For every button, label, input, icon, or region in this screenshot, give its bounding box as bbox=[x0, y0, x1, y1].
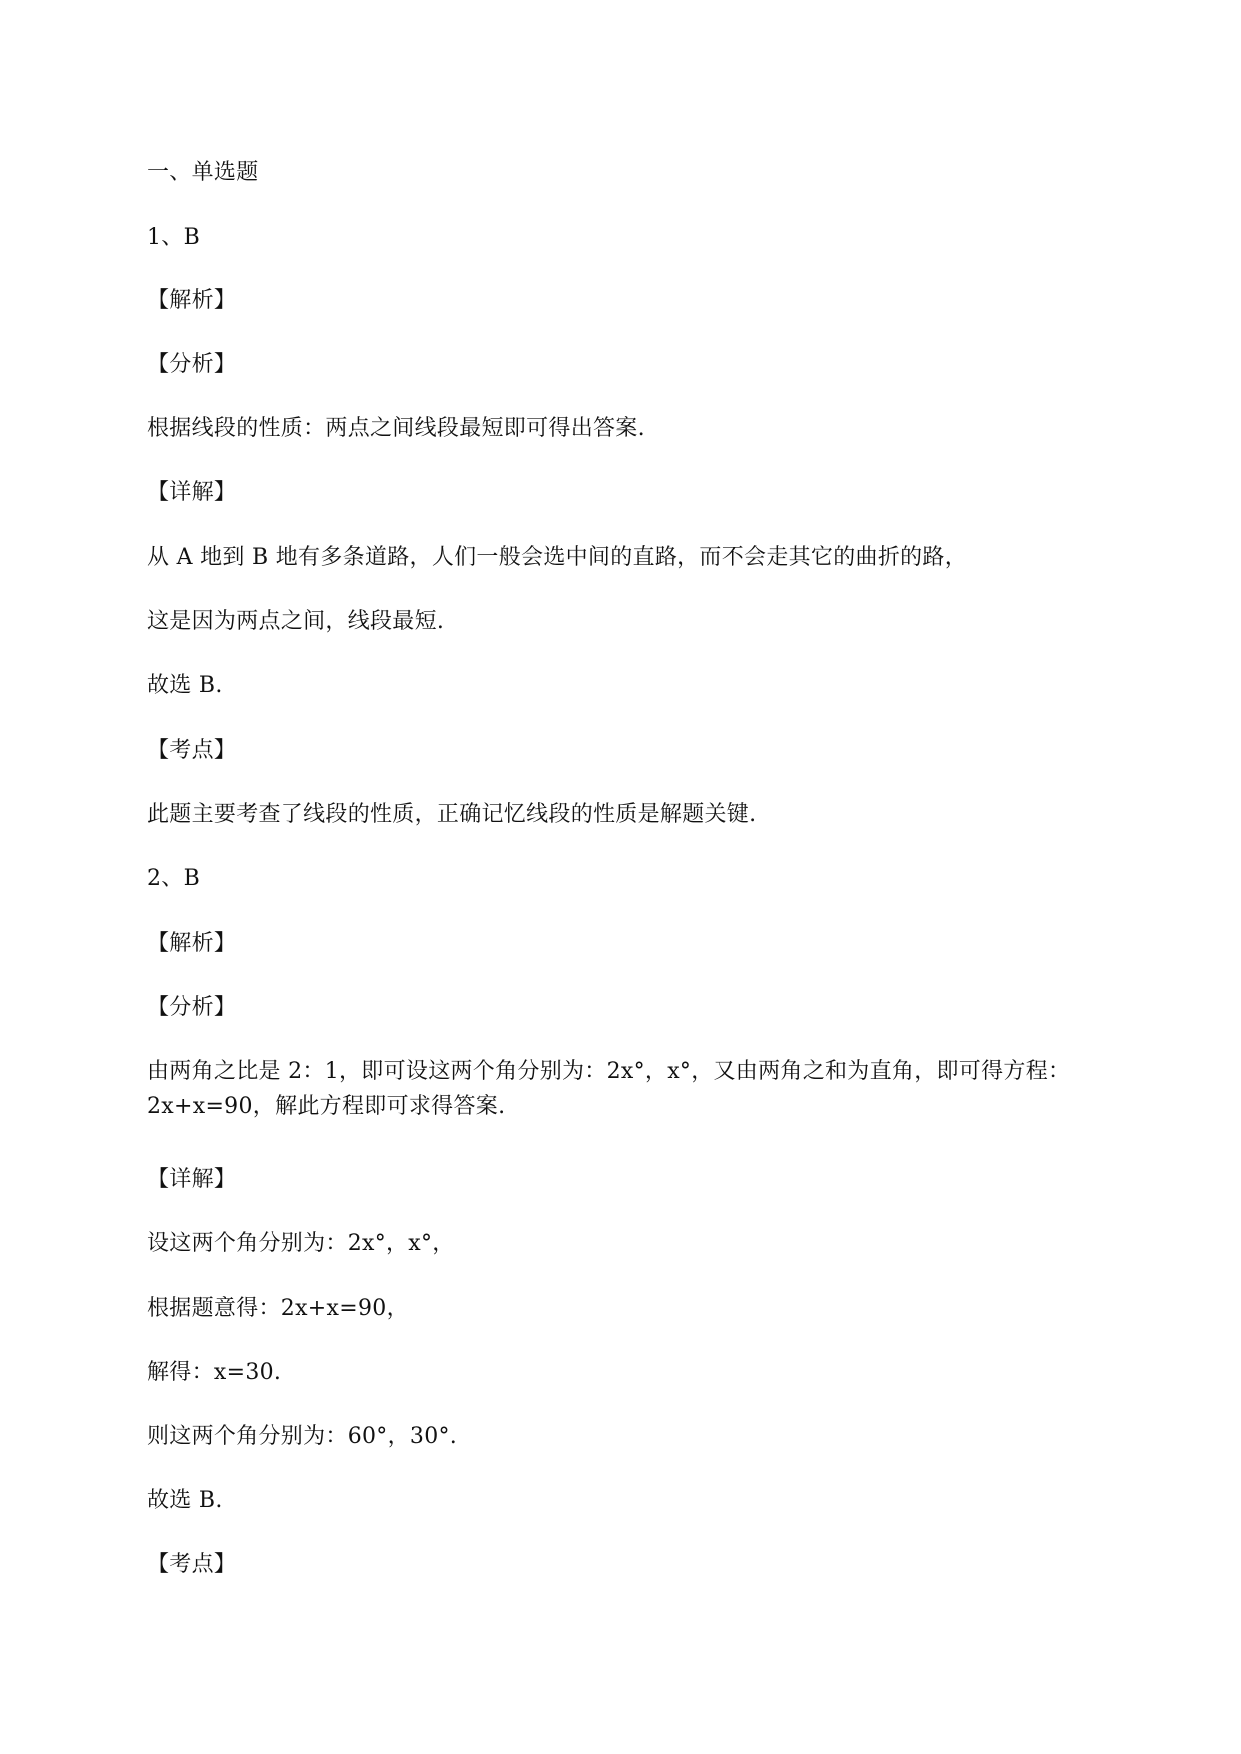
q2-detail-line: 解得：x=30. bbox=[147, 1360, 282, 1385]
q2-detail-line: 根据题意得：2x+x=90， bbox=[147, 1296, 409, 1321]
q1-xiangjie-label: 【详解】 bbox=[147, 480, 237, 505]
q1-fenxi-label: 【分析】 bbox=[147, 352, 237, 377]
q1-detail-line: 故选 B. bbox=[147, 673, 223, 698]
q2-fenxi-label: 【分析】 bbox=[147, 995, 237, 1020]
q1-answer: 1、B bbox=[147, 225, 201, 250]
q1-kaodian-text: 此题主要考查了线段的性质，正确记忆线段的性质是解题关键. bbox=[147, 802, 757, 827]
q2-detail-line: 故选 B. bbox=[147, 1488, 223, 1513]
q1-fenxi-text: 根据线段的性质：两点之间线段最短即可得出答案. bbox=[147, 416, 645, 441]
q1-detail-line: 这是因为两点之间，线段最短. bbox=[147, 609, 445, 634]
q2-fenxi-text: 由两角之比是 2：1，即可设这两个角分别为：2x°，x°，又由两角之和为直角，即可得方程： bbox=[147, 1059, 1071, 1084]
q2-detail-line: 则这两个角分别为：60°，30°. bbox=[147, 1424, 458, 1449]
q2-detail-line: 设这两个角分别为：2x°，x°， bbox=[147, 1231, 455, 1256]
q1-jiexi-label: 【解析】 bbox=[147, 288, 237, 313]
section-heading: 一、单选题 bbox=[147, 160, 259, 185]
q2-xiangjie-label: 【详解】 bbox=[147, 1167, 237, 1192]
q2-jiexi-label: 【解析】 bbox=[147, 931, 237, 956]
q2-kaodian-label: 【考点】 bbox=[147, 1552, 237, 1577]
q1-kaodian-label: 【考点】 bbox=[147, 738, 237, 763]
q2-fenxi-text: 2x+x=90，解此方程即可求得答案. bbox=[147, 1094, 506, 1119]
q2-answer: 2、B bbox=[147, 866, 201, 891]
q1-detail-line: 从 A 地到 B 地有多条道路，人们一般会选中间的直路，而不会走其它的曲折的路， bbox=[147, 545, 968, 570]
